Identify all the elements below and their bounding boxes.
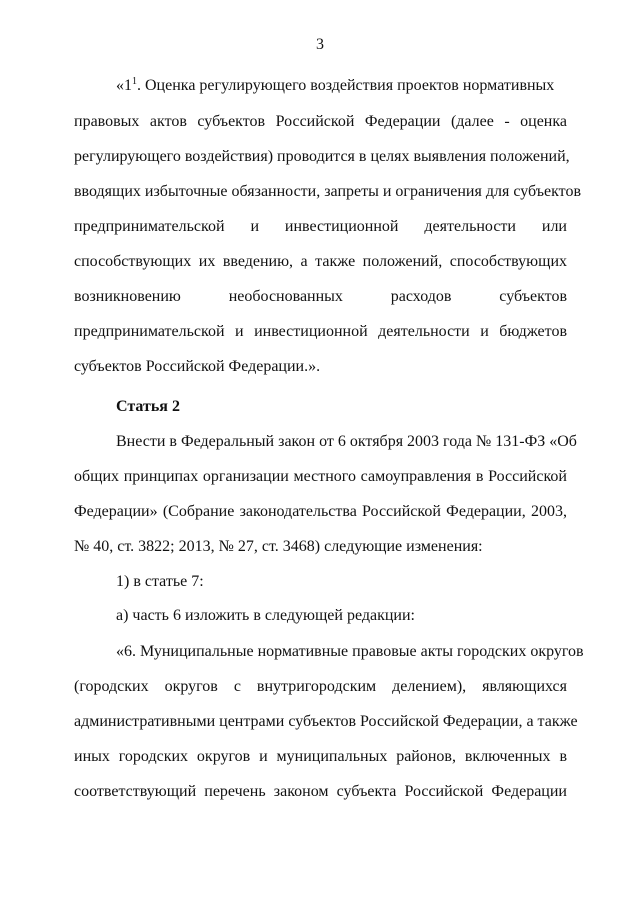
paragraph-2-line-2: общих принципах организации местного самоуправления в Российской <box>74 468 567 485</box>
page-number: 3 <box>316 36 324 53</box>
item-1: 1) в статье 7: <box>116 573 204 590</box>
paragraph-1-line-2: правовых актов субъектов Российской Федерации (далее - оценка <box>74 113 567 130</box>
paragraph-3-line-1: «6. Муниципальные нормативные правовые акты городских округов <box>116 643 584 660</box>
paragraph-1-line-8: предпринимательской и инвестиционной деятельности и бюджетов <box>74 323 567 340</box>
paragraph-1-line-7: возникновению необоснованных расходов субъектов <box>74 288 567 305</box>
paragraph-1-line-6: способствующих их введению, а также положений, способствующих <box>74 253 567 270</box>
paragraph-1-line-1 <box>116 76 567 96</box>
superscript: 1 <box>132 76 137 87</box>
paragraph-3-line-3: административными центрами субъектов Российской Федерации, а также <box>74 713 578 730</box>
quote-open: «1 <box>116 77 132 94</box>
paragraph-3-line-2: (городских округов с внутригородским делением), являющихся <box>74 678 567 695</box>
paragraph-1-line-3: регулирующего воздействия) проводится в целях выявления положений, <box>74 148 570 165</box>
paragraph-1-line-5: предпринимательской и инвестиционной деятельности или <box>74 218 567 235</box>
paragraph-1-line-4: вводящих избыточные обязанности, запреты и ограничения для субъектов <box>74 183 582 200</box>
paragraph-3-line-4: иных городских округов и муниципальных районов, включенных в <box>74 748 567 765</box>
item-a: а) часть 6 изложить в следующей редакции: <box>116 607 415 624</box>
paragraph-3-line-5: соответствующий перечень законом субъекта Российской Федерации <box>74 783 567 800</box>
paragraph-2-line-4: № 40, ст. 3822; 2013, № 27, ст. 3468) следующие изменения: <box>74 538 483 555</box>
article-heading: Статья 2 <box>116 398 180 415</box>
paragraph-1-line-9: субъектов Российской Федерации.». <box>74 358 321 375</box>
paragraph-2-line-3: Федерации» (Собрание законодательства Российской Федерации, 2003, <box>74 503 567 520</box>
line-text: . Оценка регулирующего воздействия проектов нормативных <box>137 77 555 94</box>
paragraph-2-line-1: Внести в Федеральный закон от 6 октября 2003 года № 131-ФЗ «Об <box>116 433 577 450</box>
